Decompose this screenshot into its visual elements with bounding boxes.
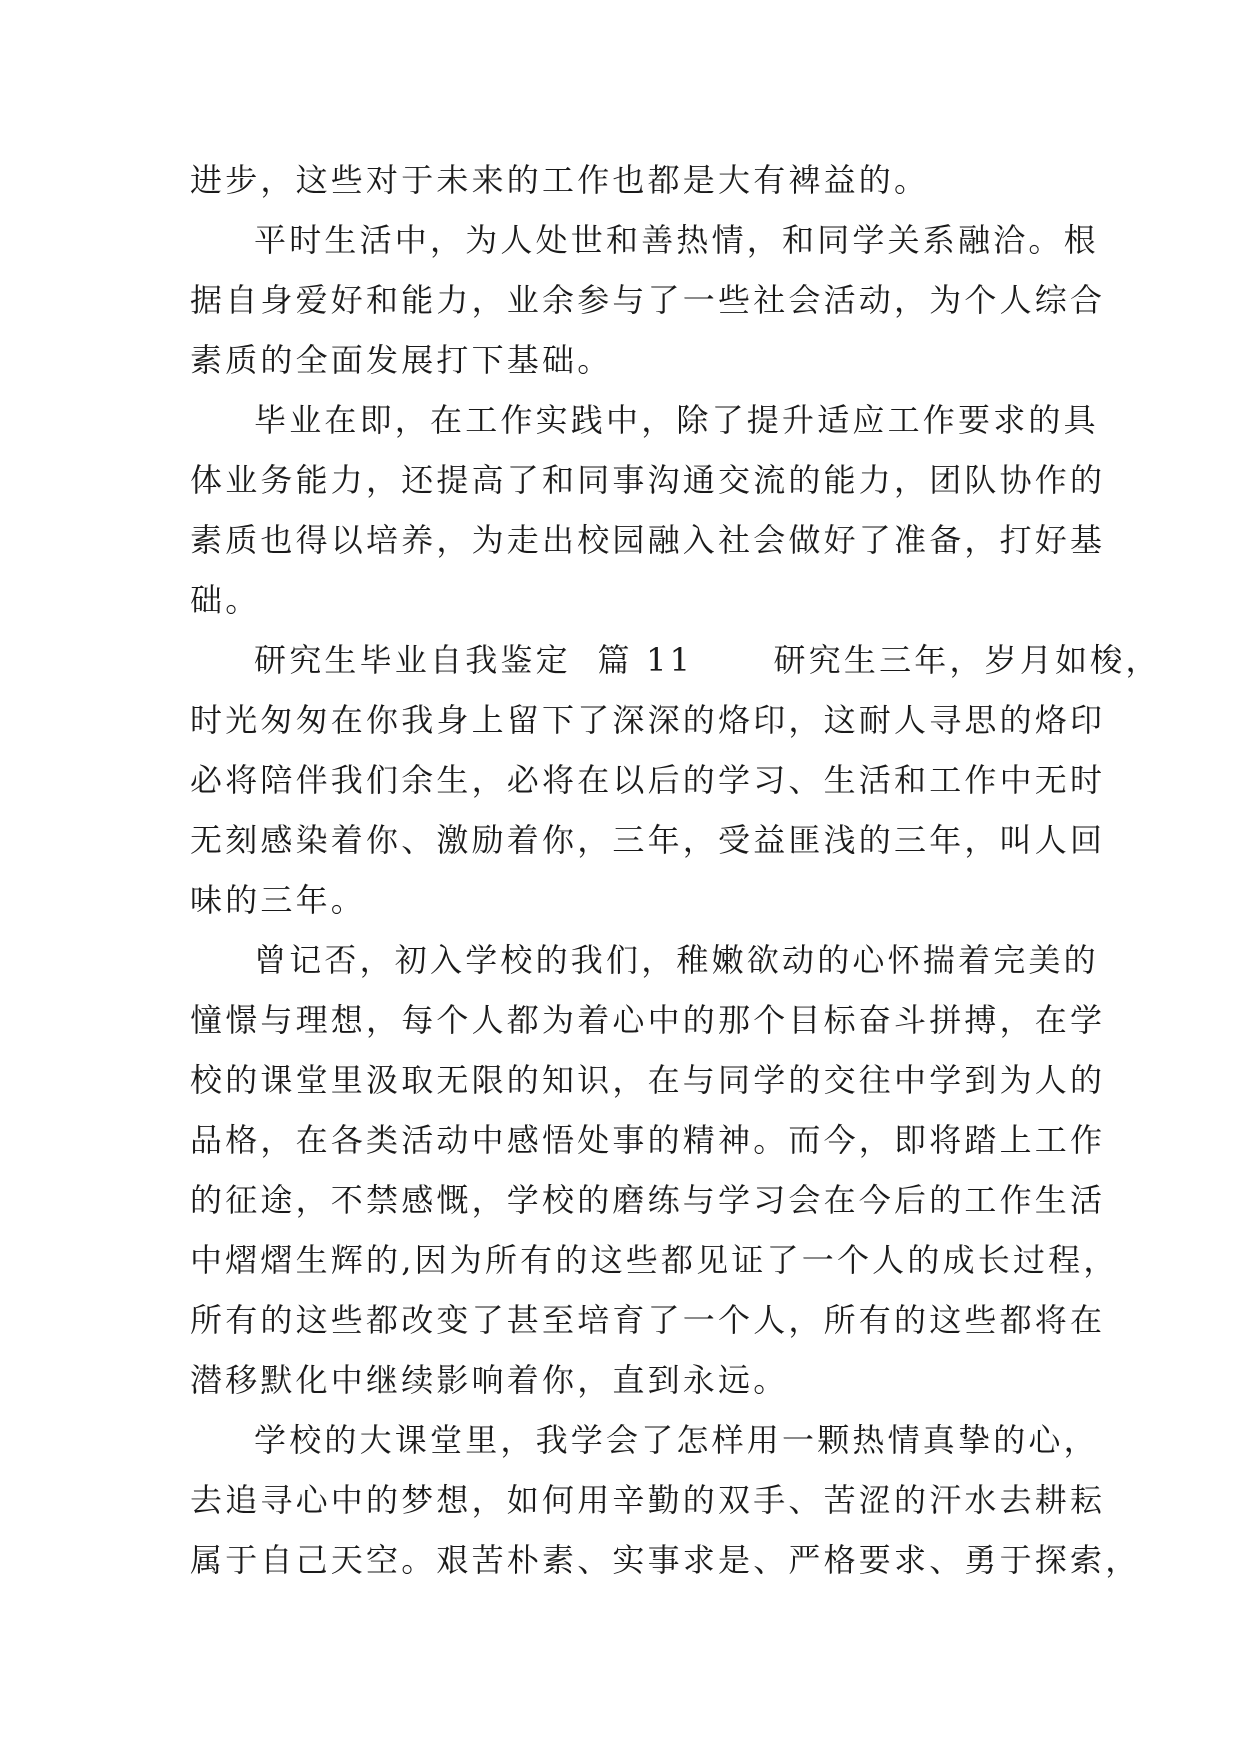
paragraph-start-line: 平时生活中，为人处世和善热情，和同学关系融洽。根 bbox=[254, 221, 1099, 259]
text-line: 去追寻心中的梦想，如何用辛勤的双手、苦涩的汗水去耕耘 bbox=[190, 1481, 1106, 1519]
text-line: 憧憬与理想，每个人都为着心中的那个目标奋斗拼搏，在学 bbox=[190, 1001, 1106, 1039]
text-line: 础。 bbox=[190, 581, 261, 619]
text-line: 无刻感染着你、激励着你，三年，受益匪浅的三年，叫人回 bbox=[190, 821, 1106, 859]
text-line: 据自身爱好和能力，业余参与了一些社会活动，为个人综合 bbox=[190, 281, 1106, 319]
text-line: 中熠熠生辉的,因为所有的这些都见证了一个人的成长过程， bbox=[190, 1241, 1119, 1279]
text-line: 体业务能力，还提高了和同事沟通交流的能力，团队协作的 bbox=[190, 461, 1106, 499]
text-line: 的征途，不禁感慨，学校的磨练与学习会在今后的工作生活 bbox=[190, 1181, 1106, 1219]
paragraph-start-line: 毕业在即，在工作实践中，除了提升适应工作要求的具 bbox=[254, 401, 1099, 439]
text-line: 潜移默化中继续影响着你，直到永远。 bbox=[190, 1361, 789, 1399]
text-line: 必将陪伴我们余生，必将在以后的学习、生活和工作中无时 bbox=[190, 761, 1106, 799]
paragraph-start-line: 学校的大课堂里，我学会了怎样用一颗热情真挚的心， bbox=[254, 1421, 1099, 1459]
text-line: 品格，在各类活动中感悟处事的精神。而今，即将踏上工作 bbox=[190, 1121, 1106, 1159]
text-line: 校的课堂里汲取无限的知识，在与同学的交往中学到为人的 bbox=[190, 1061, 1106, 1099]
text-line: 所有的这些都改变了甚至培育了一个人，所有的这些都将在 bbox=[190, 1301, 1106, 1339]
text-line: 属于自己天空。艰苦朴素、实事求是、严格要求、勇于探索， bbox=[190, 1541, 1141, 1579]
text-line: 素质也得以培养，为走出校园融入社会做好了准备，打好基 bbox=[190, 521, 1106, 559]
text-line: 时光匆匆在你我身上留下了深深的烙印，这耐人寻思的烙印 bbox=[190, 701, 1106, 739]
text-line: 进步，这些对于未来的工作也都是大有裨益的。 bbox=[190, 161, 930, 199]
text-line: 素质的全面发展打下基础。 bbox=[190, 341, 613, 379]
section-heading-line: 研究生毕业自我鉴定 篇 11 研究生三年，岁月如梭， bbox=[254, 641, 1161, 679]
text-line: 味的三年。 bbox=[190, 881, 367, 919]
paragraph-start-line: 曾记否，初入学校的我们，稚嫩欲动的心怀揣着完美的 bbox=[254, 941, 1099, 979]
